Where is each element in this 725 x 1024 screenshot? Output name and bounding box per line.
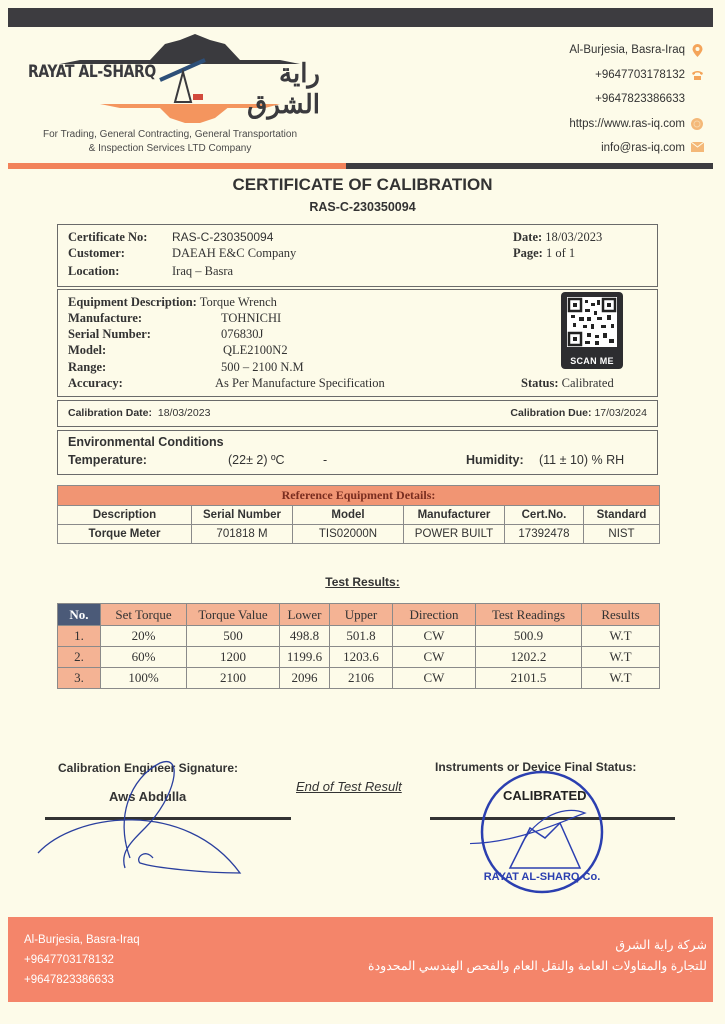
- ref-cell-description: Torque Meter: [58, 525, 192, 544]
- date-value: 18/03/2023: [545, 230, 603, 244]
- test-col-torque-value: Torque Value: [187, 604, 280, 626]
- contact-phone-1-text[interactable]: +9647703178132: [595, 68, 685, 81]
- certificate-info-box: [57, 224, 658, 287]
- certificate-no-value: RAS-C-230350094: [172, 230, 274, 244]
- temperature-value: (22± 2) ºC: [228, 453, 285, 467]
- model-label: Model:: [68, 343, 107, 357]
- contact-phone-2: [569, 87, 703, 112]
- certificate-title: CERTIFICATE OF CALIBRATION: [232, 175, 493, 194]
- location-pin-icon: [691, 44, 703, 56]
- reference-header-row: [58, 506, 660, 525]
- contact-info: [569, 38, 703, 161]
- test-col-results: Results: [582, 604, 660, 626]
- footer-phone-2[interactable]: +9647823386633: [24, 974, 114, 986]
- table-row: [58, 647, 660, 668]
- calibration-date-value: 18/03/2023: [157, 407, 211, 419]
- test-cell-set-torque: 100%: [101, 668, 187, 689]
- test-cell-result: W.T: [582, 668, 660, 689]
- test-cell-upper: 501.8: [330, 626, 393, 647]
- test-cell-result: W.T: [582, 626, 660, 647]
- tagline-line-2: & Inspection Services LTD Company: [88, 143, 252, 154]
- ref-cell-serial-number: 701818 M: [192, 525, 293, 544]
- range-value: 500 – 2100 N.M: [221, 360, 304, 374]
- temperature-dash: -: [323, 453, 328, 467]
- humidity-value: (11 ± 10) % RH: [539, 453, 625, 467]
- certificate-number: RAS-C-230350094: [309, 200, 416, 214]
- reference-table-title: Reference Equipment Details:: [58, 486, 660, 506]
- test-cell-lower: 1199.6: [280, 647, 330, 668]
- manufacture-label: Manufacture:: [68, 311, 143, 325]
- accuracy-value: As Per Manufacture Specification: [215, 376, 385, 390]
- calibration-date-label: Calibration Date:: [68, 407, 153, 419]
- table-row: [58, 668, 660, 689]
- test-cell-test-reading: 1202.2: [476, 647, 582, 668]
- page-label: Page:: [513, 246, 543, 260]
- test-cell-no: 2.: [58, 647, 101, 668]
- test-col-direction: Direction: [393, 604, 476, 626]
- contact-email-text[interactable]: info@ras-iq.com: [601, 142, 685, 155]
- environment-box: [57, 430, 658, 475]
- oil-pump-icon: [160, 60, 205, 102]
- test-cell-upper: 1203.6: [330, 647, 393, 668]
- qr-code[interactable]: [561, 292, 623, 369]
- ref-col-model: Model: [293, 506, 404, 525]
- contact-address-text: Al-Burjesia, Basra-Iraq: [569, 44, 685, 57]
- test-cell-set-torque: 60%: [101, 647, 187, 668]
- status-label: Status:: [521, 376, 559, 390]
- footer-ar-line-2: للتجارة والمقاولات العامة والنقل العام والفحص الهندسي المحدودة: [368, 959, 707, 973]
- serial-number-value: 076830J: [221, 327, 264, 341]
- signature-scribble-icon: [35, 758, 255, 878]
- contact-phone-1: [569, 63, 703, 88]
- manufacture-value: TOHNICHI: [221, 311, 282, 325]
- table-row: [58, 525, 660, 544]
- model-value: QLE2100N2: [223, 343, 288, 357]
- qr-code-icon: [567, 297, 617, 347]
- contact-website: [569, 112, 703, 137]
- final-status-value: CALIBRATED: [503, 788, 587, 803]
- brand-name-ar: راية الشرق: [247, 58, 320, 119]
- footer-ar-line-1: شركة راية الشرق: [615, 938, 707, 952]
- test-cell-direction: CW: [393, 668, 476, 689]
- test-cell-lower: 498.8: [280, 626, 330, 647]
- equipment-description-value: Torque Wrench: [199, 295, 277, 309]
- calibration-due-label: Calibration Due:: [510, 407, 592, 419]
- ref-cell-manufacturer: POWER BUILT: [404, 525, 505, 544]
- stamp-text: RAYAT AL-SHARQ Co.: [483, 871, 601, 883]
- equipment-description-label: Equipment Description:: [68, 295, 197, 309]
- test-cell-test-reading: 2101.5: [476, 668, 582, 689]
- serial-number-label: Serial Number:: [68, 327, 151, 341]
- range-label: Range:: [68, 360, 107, 374]
- location-value: Iraq – Basra: [172, 264, 234, 278]
- separator-dark: [346, 163, 713, 169]
- humidity-label: Humidity:: [466, 453, 524, 467]
- test-cell-no: 1.: [58, 626, 101, 647]
- test-cell-torque-value: 2100: [187, 668, 280, 689]
- ref-col-manufacturer: Manufacturer: [404, 506, 505, 525]
- envelope-icon: [691, 142, 703, 154]
- engineer-signature-label: Calibration Engineer Signature:: [58, 761, 239, 775]
- test-cell-no: 3.: [58, 668, 101, 689]
- engineer-name: Aws Abdulla: [109, 789, 187, 804]
- contact-email: [569, 136, 703, 161]
- footer-phone-1[interactable]: +9647703178132: [24, 954, 114, 966]
- calibration-due-value: 17/03/2024: [594, 407, 647, 419]
- phone-icon: [691, 69, 703, 81]
- test-col-lower: Lower: [280, 604, 330, 626]
- accuracy-label: Accuracy:: [68, 376, 123, 390]
- ref-col-cert-no: Cert.No.: [505, 506, 584, 525]
- globe-icon: [691, 118, 703, 130]
- top-bar: [8, 8, 713, 27]
- environment-title: Environmental Conditions: [68, 435, 224, 449]
- test-col-test-readings: Test Readings: [476, 604, 582, 626]
- separator-orange: [8, 163, 346, 169]
- test-cell-lower: 2096: [280, 668, 330, 689]
- test-results-table: [57, 603, 660, 689]
- customer-label: Customer:: [68, 246, 125, 260]
- footer-address: Al-Burjesia, Basra-Iraq: [24, 934, 140, 946]
- temperature-label: Temperature:: [68, 453, 147, 467]
- page-value: 1 of 1: [545, 246, 576, 260]
- test-col-set-torque: Set Torque: [101, 604, 187, 626]
- test-cell-upper: 2106: [330, 668, 393, 689]
- location-label: Location:: [68, 264, 120, 278]
- ref-col-standard: Standard: [584, 506, 660, 525]
- test-cell-direction: CW: [393, 626, 476, 647]
- ref-cell-model: TIS02000N: [293, 525, 404, 544]
- tagline-line-1: For Trading, General Contracting, General Transportation: [42, 129, 298, 140]
- footer-arabic-name: [368, 935, 707, 977]
- ref-cell-cert-no: 17392478: [505, 525, 584, 544]
- test-col-upper: Upper: [330, 604, 393, 626]
- final-status-label: Instruments or Device Final Status:: [435, 760, 637, 774]
- test-cell-torque-value: 1200: [187, 647, 280, 668]
- test-cell-direction: CW: [393, 647, 476, 668]
- reference-equipment-table: [57, 485, 660, 544]
- test-cell-result: W.T: [582, 647, 660, 668]
- status-value: Calibrated: [561, 376, 614, 390]
- customer-value: DAEAH E&C Company: [172, 246, 297, 260]
- contact-phone-2-text[interactable]: +9647823386633: [595, 93, 685, 106]
- test-results-title: Test Results:: [325, 575, 400, 589]
- ref-col-description: Description: [58, 506, 192, 525]
- ref-cell-standard: NIST: [584, 525, 660, 544]
- date-label: Date:: [513, 230, 543, 244]
- footer-contacts: [24, 930, 140, 990]
- end-of-test-result: End of Test Result: [296, 779, 402, 794]
- calibration-dates-box: [57, 400, 658, 427]
- brand-name-en: RAYAT AL-SHARQ: [28, 62, 156, 82]
- certificate-no-label: Certificate No:: [68, 230, 148, 244]
- table-row: [58, 626, 660, 647]
- qr-scan-label: SCAN ME: [570, 356, 614, 366]
- company-tagline: [20, 128, 320, 156]
- ref-col-serial-number: Serial Number: [192, 506, 293, 525]
- test-cell-test-reading: 500.9: [476, 626, 582, 647]
- test-cell-torque-value: 500: [187, 626, 280, 647]
- test-header-row: [58, 604, 660, 626]
- test-cell-set-torque: 20%: [101, 626, 187, 647]
- test-col-no: No.: [58, 604, 101, 626]
- contact-address: [569, 38, 703, 63]
- contact-website-text[interactable]: https://www.ras-iq.com: [569, 117, 685, 130]
